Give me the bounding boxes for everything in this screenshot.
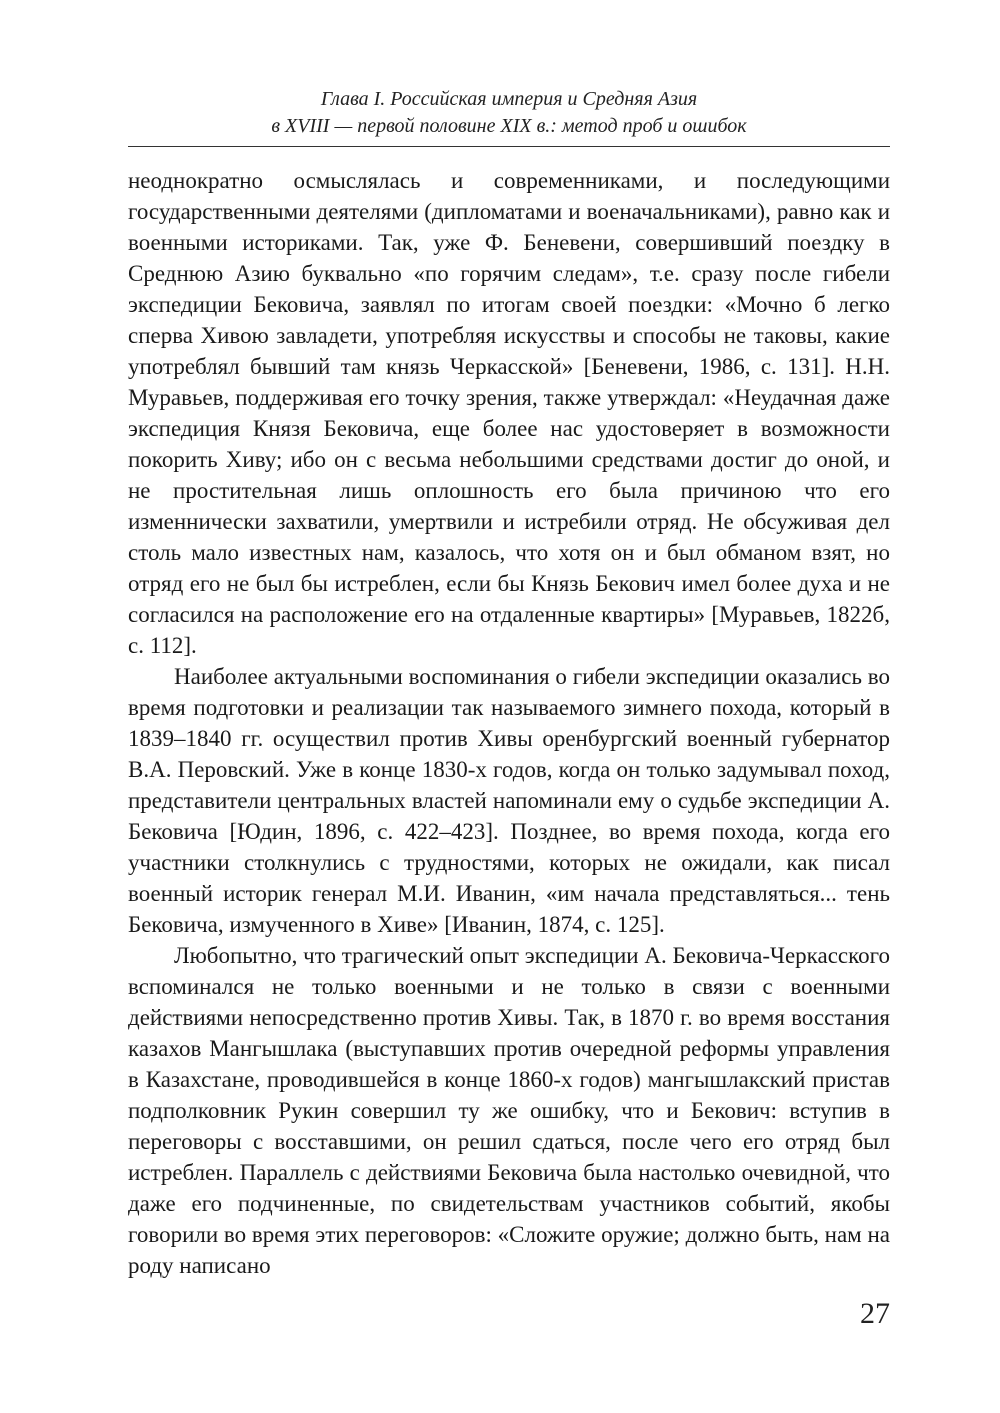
running-head-line-2: в XVIII — первой половине XIX в.: метод проб и ошибок	[271, 115, 747, 137]
running-head-line-1: Глава I. Российская империя и Средняя Азия	[320, 88, 698, 110]
paragraph-1: неоднократно осмыслялась и современниками, и последующими государственными деятелями (дипломатами и военачальниками), равно как и военными историками. Так, уже Ф. Беневени, совершивший поездку в Среднюю Азию буквально «по горячим следам», т.е. сразу после гибели экспедиции Бековича, заявлял по итогам своей поездки: «Мочно б легко сперва Хивою завладети, употребляя искусствы и способы не таковы, какие употреблял бывший там князь Черкасской» [Беневени, 1986, с. 131]. Н.Н. Муравьев, поддерживая его точку зрения, также утверждал: «Неудачная даже экспедиция Князя Бековича, еще более нас удостоверяет в возможности покорить Хиву; ибо он с весьма небольшими средствами достиг до оной, и не простительная лишь оплошность его была причиною что его изменнически захватили, умертвили и истребили отряд. Не обсуживая дел столь мало известных нам, казалось, что хотя он и был обманом взят, но отряд его не был бы истреблен, если бы Князь Бекович имел более духа и не согласился на расположение его на отдаленные квартиры» [Муравьев, 1822б, с. 112].	[128, 168, 890, 658]
paragraph-2: Наиболее актуальными воспоминания о гибели экспедиции оказались во время подготовки и реализации так называемого зимнего похода, который в 1839–1840 гг. осуществил против Хивы оренбургский военный губернатор В.А. Перовский. Уже в конце 1830-х годов, когда он только задумывал поход, представители центральных властей напоминали ему о судьбе экспедиции А. Бековича [Юдин, 1896, с. 422–423]. Позднее, во время похода, когда его участники столкнулись с трудностями, которых не ожидали, как писал военный историк генерал М.И. Иванин, «им начала представляться... тень Бековича, измученного в Хиве» [Иванин, 1874, с. 125].	[128, 664, 890, 937]
body-text	[128, 165, 890, 1281]
paragraph-3: Любопытно, что трагический опыт экспедиции А. Бековича-Черкасского вспоминался не только военными и не только в связи с военными действиями непосредственно против Хивы. Так, в 1870 г. во время восстания казахов Мангышлака (выступавших против очередной реформы управления в Казахстане, проводившейся в конце 1860-х годов) мангышлакский пристав подполковник Рукин совершил ту же ошибку, что и Бекович: вступив в переговоры с восставшими, он решил сдаться, после чего его отряд был истреблен. Параллель с действиями Бековича была настолько очевидной, что даже его подчиненные, по свидетельствам участников событий, якобы говорили во время этих переговоров: «Сложите оружие; должно быть, нам на роду написано	[128, 943, 890, 1278]
header-divider	[128, 146, 890, 147]
running-head	[128, 86, 890, 140]
page-number: 27	[860, 1297, 890, 1330]
